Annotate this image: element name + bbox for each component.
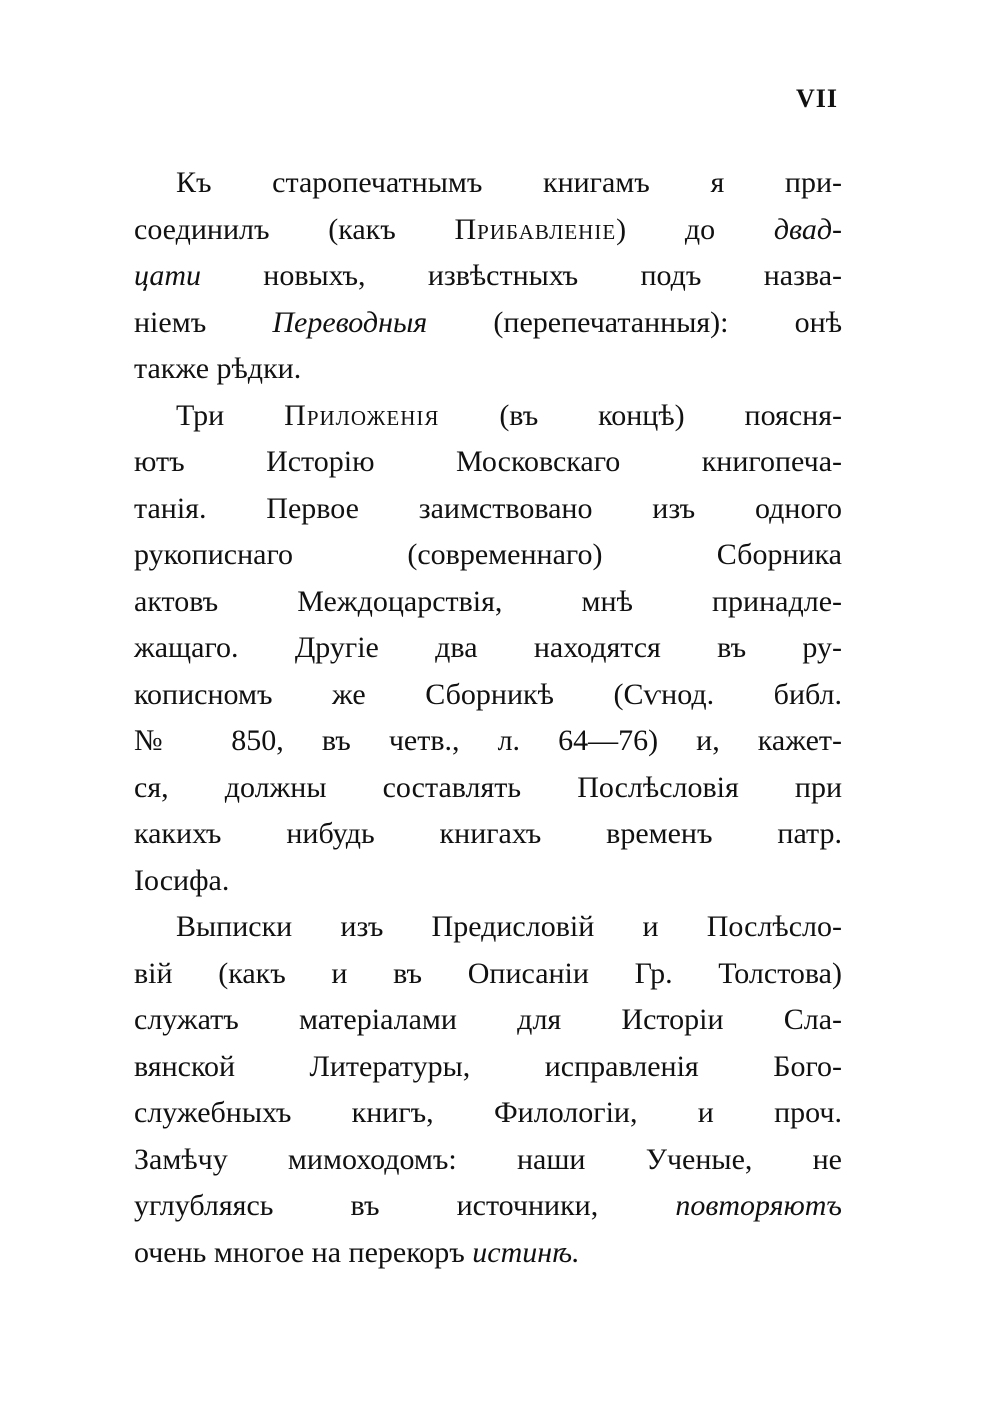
- text-segment: танія. Первое заимствовано изъ одного: [134, 491, 842, 525]
- text-segment: новыхъ, извѣстныхъ подъ назва-: [201, 259, 842, 292]
- text-line: [134, 393, 842, 440]
- text-segment: Къ старопечатнымъ книгамъ я при-: [176, 166, 842, 199]
- text-line: [134, 951, 842, 998]
- text-line: [134, 1137, 842, 1184]
- small-caps-text: Приложенія: [284, 398, 440, 432]
- text-segment: Іосифа.: [134, 863, 230, 897]
- paragraph: [134, 904, 842, 1276]
- text-line: [134, 672, 842, 719]
- paragraph: [134, 160, 842, 393]
- text-line: [134, 486, 842, 533]
- page-number: VII: [796, 84, 839, 113]
- text-segment: также рѣдки.: [134, 352, 302, 385]
- text-line: [134, 346, 842, 393]
- text-line: [134, 579, 842, 626]
- italic-text: Переводныя: [272, 305, 428, 339]
- italic-text: двад-: [773, 212, 842, 246]
- text-line: [134, 858, 842, 905]
- text-line: [134, 1044, 842, 1091]
- text-line: [134, 439, 842, 486]
- text-segment: вій (какъ и въ Описаніи Гр. Толстова): [134, 956, 842, 990]
- text-segment: (въ концѣ) поясня-: [439, 398, 842, 432]
- text-segment: ) до: [616, 212, 774, 246]
- text-segment: соединилъ (какъ: [134, 212, 455, 246]
- text-segment: какихъ нибудь книгахъ временъ патр.: [134, 817, 842, 850]
- italic-text: повторяютъ: [675, 1189, 842, 1222]
- text-segment: рукописнаго (современнаго) Сборника: [134, 538, 842, 571]
- text-line: [134, 811, 842, 858]
- text-segment: ютъ Исторію Московскаго книгопеча-: [134, 445, 842, 478]
- text-segment: ніемъ: [134, 305, 273, 339]
- text-line: [134, 625, 842, 672]
- italic-text: цати: [134, 259, 202, 292]
- text-segment: служебныхъ книгъ, Филологіи, и проч.: [134, 1096, 842, 1129]
- small-caps-text: Прибавленіе: [454, 212, 617, 246]
- body-text: [134, 160, 842, 1276]
- text-segment: (перепечатанныя): онѣ: [427, 305, 843, 339]
- text-segment: вянской Литературы, исправленія Бого-: [134, 1049, 842, 1083]
- text-segment: Замѣчу мимоходомъ: наши Ученые, не: [134, 1142, 842, 1176]
- text-segment: актовъ Междоцарствія, мнѣ принадле-: [134, 584, 842, 618]
- text-line: [134, 997, 842, 1044]
- text-segment: очень многое на перекоръ: [134, 1235, 473, 1269]
- text-line: [134, 300, 842, 347]
- text-line: [134, 904, 842, 951]
- text-segment: Выписки изъ Предисловій и Послѣсло-: [176, 910, 842, 943]
- text-line: [134, 160, 842, 207]
- text-segment: жащаго. Другіе два находятся въ ру-: [134, 631, 842, 664]
- text-line: [134, 207, 842, 254]
- text-line: [134, 1183, 842, 1230]
- text-segment: углубляясь въ источники,: [134, 1189, 676, 1222]
- text-line: [134, 718, 842, 765]
- text-line: [134, 765, 842, 812]
- text-segment: № 850, въ четв., л. 64—76) и, кажет-: [134, 724, 842, 757]
- text-line: [134, 253, 842, 300]
- text-segment: кописномъ же Сборникѣ (Сѵнод. библ.: [134, 677, 842, 711]
- paragraph: [134, 393, 842, 905]
- italic-text: истинѣ.: [472, 1235, 580, 1269]
- text-segment: ся, должны составлять Послѣсловія при: [134, 770, 842, 804]
- text-segment: Три: [176, 398, 285, 432]
- text-segment: служатъ матеріалами для Исторіи Сла-: [134, 1003, 842, 1036]
- text-line: [134, 1090, 842, 1137]
- text-line: [134, 1230, 842, 1277]
- text-line: [134, 532, 842, 579]
